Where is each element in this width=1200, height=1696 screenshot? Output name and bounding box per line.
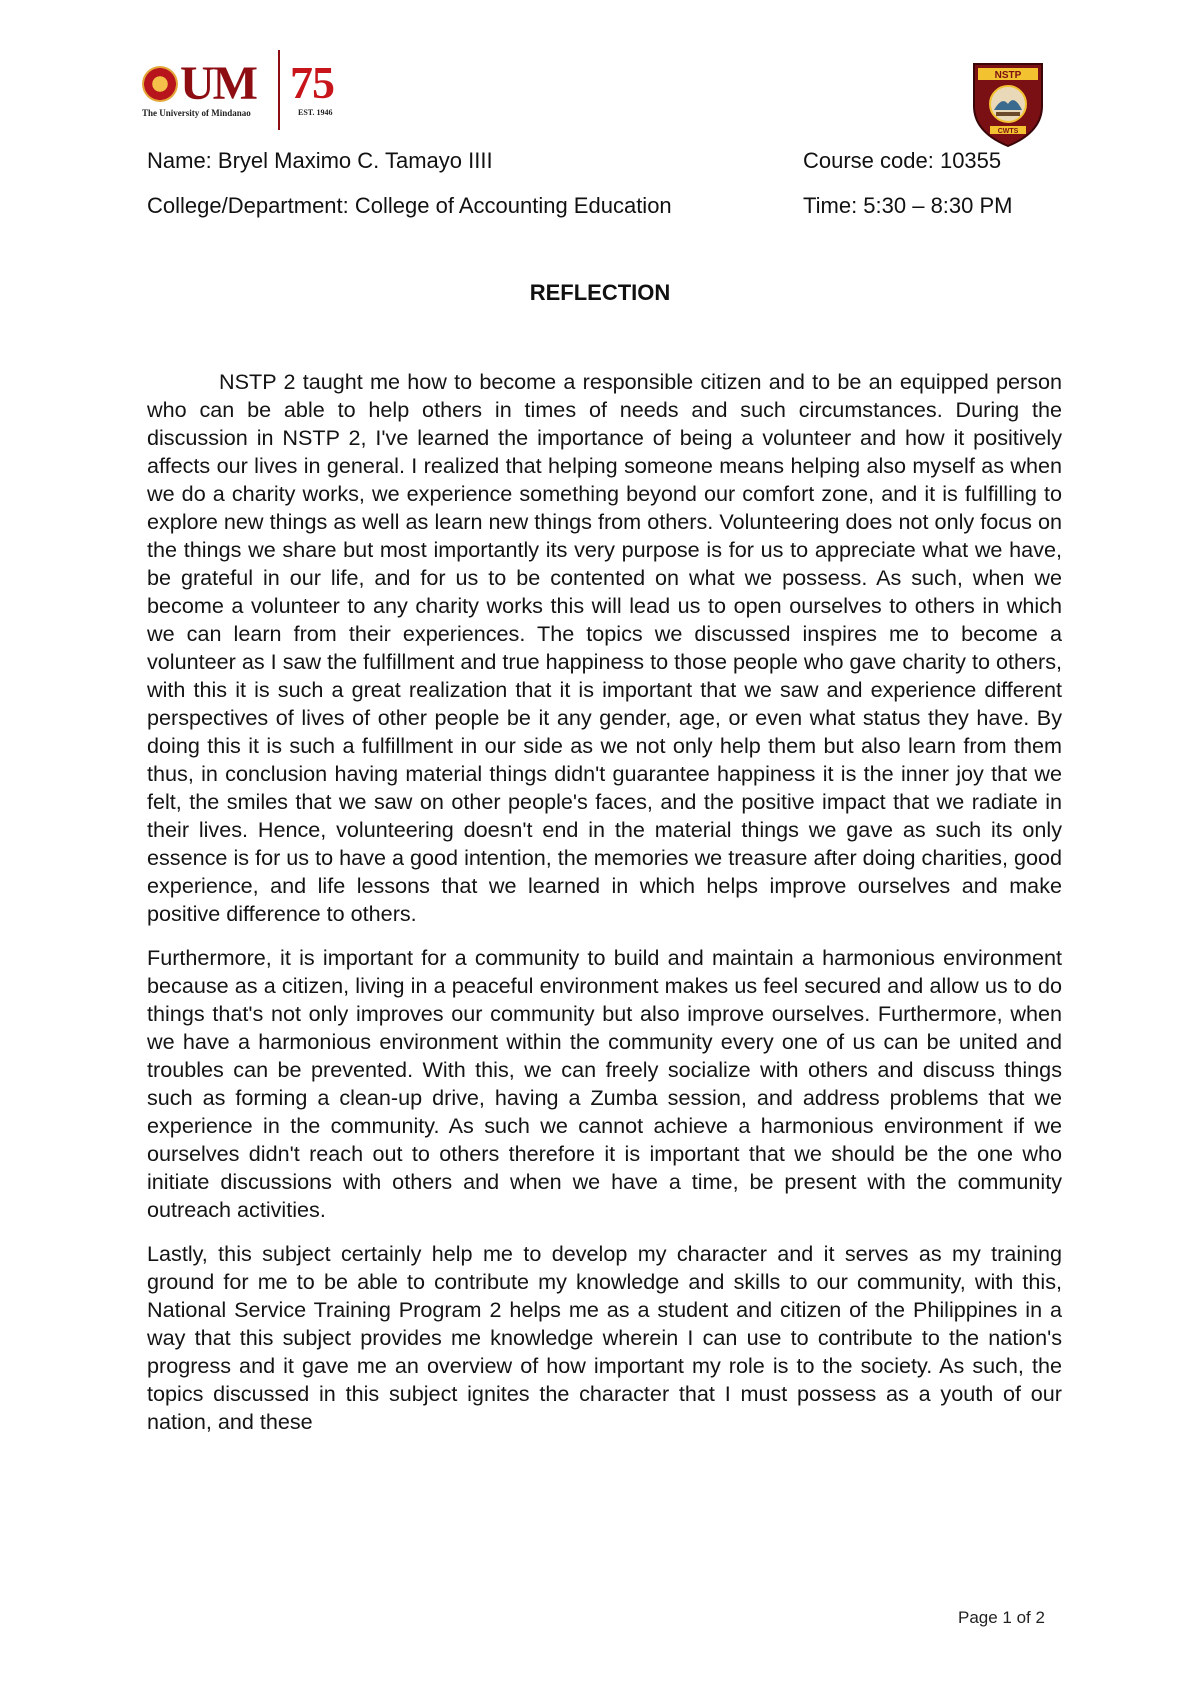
page-number: Page 1 of 2 <box>958 1608 1045 1627</box>
um-logo-letters: UM <box>180 57 256 110</box>
paragraph: Furthermore, it is important for a community to build and maintain a harmonious environment because as a citizen, living in a peaceful environment makes us feel secured and allow us to do things that's not only improves our community but also improve ourselves. Furthermore, when we have a harmonious environment within the community every one of us can be united and troubles can be prevented. With this, we can freely socialize with others and discuss things such as forming a clean-up drive, having a Zumba session, and address problems that we experience in the community. As such we cannot achieve a harmonious environment if we ourselves didn't reach out to others therefore it is important that we should be the one who initiate discussions with others and when we have a time, be present with the community outreach activities. <box>147 945 1062 1222</box>
reflection-body <box>147 368 1062 1452</box>
paragraph: NSTP 2 taught me how to become a responsible citizen and to be an equipped person who can be able to help others in times of needs and such circumstances. During the discussion in NSTP 2, I've learned the importance of being a volunteer and how it positively affects our lives in general. I realized that helping someone means helping also myself as when we do a charity works, we experience something beyond our comfort zone, and it is fulfilling to explore new things as well as learn new things from others. Volunteering does not only focus on the things we share but most importantly its very purpose is for us to appreciate what we have, be grateful in our life, and for us to be contented on what we possess. As such, when we become a volunteer to any charity works this will lead us to open ourselves to others in which we can learn from their experiences. The topics we discussed inspires me to become a volunteer as I saw the fulfillment and true happiness to those people who gave charity to others, with this it is such a great realization that it is important that we saw and experience different perspectives of lives of other people be it any gender, age, or even what status they have. By doing this it is such a fulfillment in our side as we not only help them but also learn from them thus, in conclusion having material things didn't guarantee happiness it is the inner joy that we felt, the smiles that we saw on other people's faces, and the positive impact that we radiate in their lives. Hence, volunteering doesn't end in the material things we gave as such its only essence is for us to have a good intention, the memories we treasure after doing charities, good experience, and life lessons that we learned in which helps improve ourselves and make positive difference to others. <box>147 369 1062 926</box>
nstp-logo-top-text: NSTP <box>994 70 1022 81</box>
um-logo-divider <box>278 50 280 130</box>
university-logo <box>142 48 362 134</box>
college-department: College/Department: College of Accounting Education <box>147 193 672 218</box>
nstp-logo-bottom-text: CWTS <box>997 128 1019 135</box>
course-code: Course code: 10355 <box>803 148 1002 173</box>
paragraph: Lastly, this subject certainly help me to develop my character and it serves as my training ground for me to be able to contribute my knowledge and skills to our community, with this, National Service Training Program 2 helps me as a student and citizen of the Philippines in a way that this subject provides me knowledge wherein I can use to contribute to the nation's progress and it gave me an overview of how important my role is to the society. As such, the topics discussed in this subject ignites the character that I must possess as a youth of our nation, and these <box>147 1241 1062 1434</box>
class-time: Time: 5:30 – 8:30 PM <box>803 193 1013 218</box>
university-seal-icon <box>142 66 178 102</box>
document-title: REFLECTION <box>529 280 671 305</box>
student-name: Name: Bryel Maximo C. Tamayo IIII <box>147 148 493 173</box>
um-anniversary-number: 75 <box>290 57 334 108</box>
nstp-cwts-logo <box>970 60 1046 148</box>
um-established-text: EST. 1946 <box>298 108 333 117</box>
um-logo-subtitle: The University of Mindanao <box>142 108 251 118</box>
